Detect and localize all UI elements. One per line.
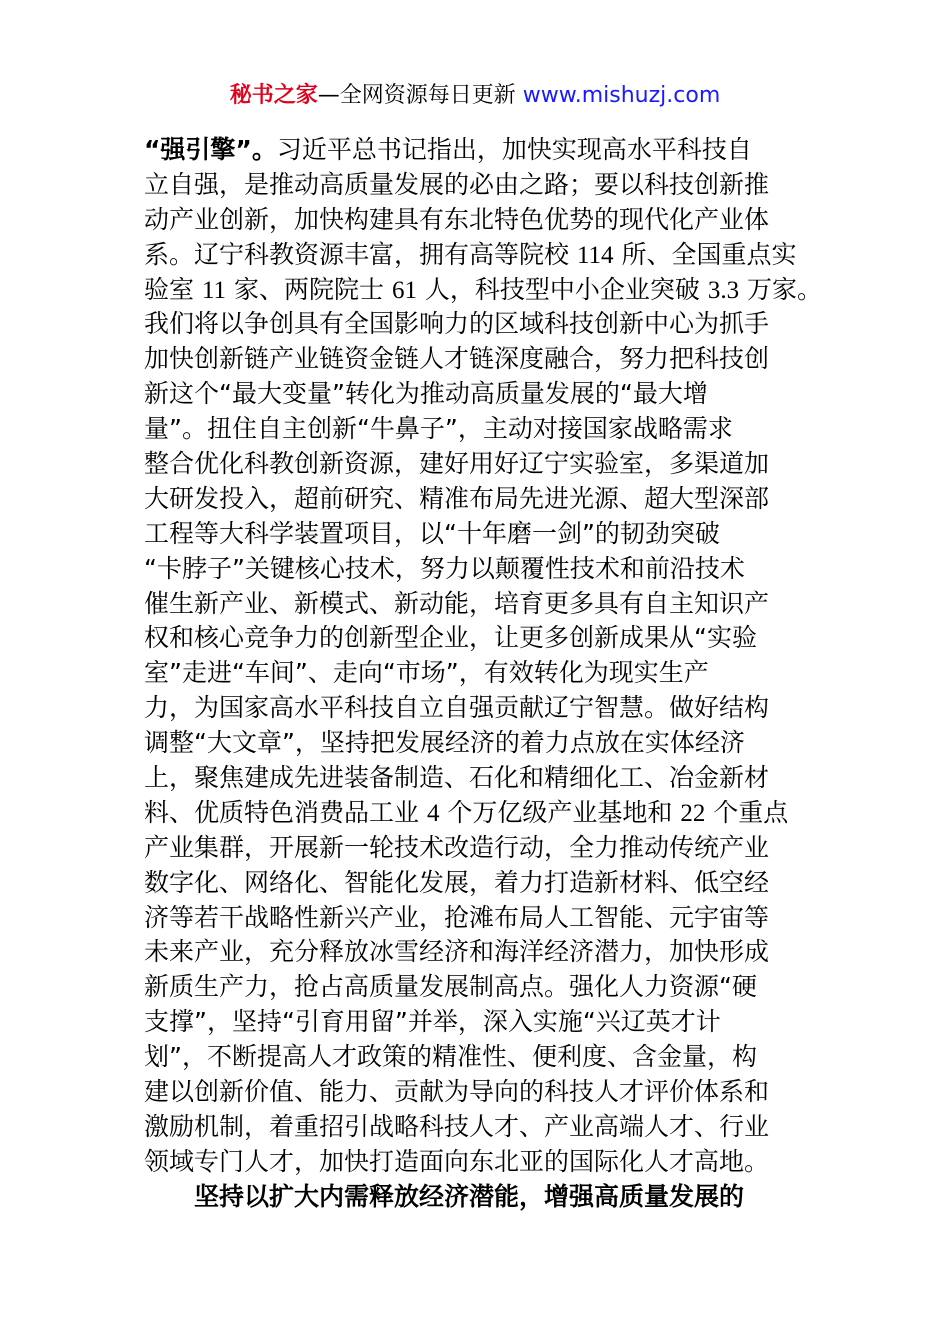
text-line: 验室 11 家、两院院士 61 人，科技型中小企业突破 3.3 万家。 bbox=[144, 274, 823, 304]
document-body bbox=[144, 133, 823, 1215]
text-line: 量”。扭住自主创新“牛鼻子”，主动对接国家战略需求 bbox=[144, 414, 733, 444]
text-line: 力，为国家高水平科技自立自强贡献辽宁智慧。做好结构 bbox=[144, 693, 770, 723]
site-tagline: —全网资源每日更新 bbox=[317, 83, 516, 108]
text-line: 室”走进“车间”、走向“市场”，有效转化为现实生产 bbox=[144, 658, 709, 688]
text-line: 权和核心竞争力的创新型企业，让更多创新成果从“实验 bbox=[144, 623, 757, 653]
number-text: 11 bbox=[201, 276, 227, 304]
text-line: 工程等大科学装置项目，以“十年磨一剑”的韧劲突破 bbox=[144, 518, 720, 548]
text-line: 新这个“最大变量”转化为推动高质量发展的“最大增 bbox=[144, 379, 708, 409]
number-text: 22 bbox=[680, 799, 706, 827]
text-line: 大研发投入，超前研究、精准布局先进光源、超大型深部 bbox=[144, 483, 770, 513]
site-name: 秘书之家 bbox=[229, 83, 318, 108]
text-line: 新质生产力，抢占高质量发展制高点。强化人力资源“硬 bbox=[144, 972, 757, 1002]
text-line: 济等若干战略性新兴产业，抢滩布局人工智能、元宇宙等 bbox=[144, 902, 770, 932]
text-line: 数字化、网络化、智能化发展，着力打造新材料、低空经 bbox=[144, 867, 770, 897]
number-text: 3.3 bbox=[707, 276, 740, 304]
text-line: 我们将以争创具有全国影响力的区域科技创新中心为抓手 bbox=[144, 309, 770, 339]
text-line: 激励机制，着重招引战略科技人才、产业高端人才、行业 bbox=[144, 1111, 770, 1141]
page-header bbox=[0, 80, 950, 112]
text-line: 料、优质特色消费品工业 4 个万亿级产业基地和 22 个重点 bbox=[144, 797, 789, 827]
number-text: 61 bbox=[391, 276, 417, 304]
text-line: 产业集群，开展新一轮技术改造行动，全力推动传统产业 bbox=[144, 832, 770, 862]
text-line: 领域专门人才，加快打造面向东北亚的国际化人才高地。 bbox=[144, 1146, 770, 1176]
text-line: 划”，不断提高人才政策的精准性、便利度、含金量，构 bbox=[144, 1042, 757, 1072]
text-line: 未来产业，充分释放冰雪经济和海洋经济潜力，加快形成 bbox=[144, 937, 770, 967]
text-line: 调整“大文章”，坚持把发展经济的着力点放在实体经济 bbox=[144, 728, 745, 758]
text-line: 建以创新价值、能力、贡献为导向的科技人才评价体系和 bbox=[144, 1077, 770, 1107]
text-line: 催生新产业、新模式、新动能，培育更多具有自主知识产 bbox=[144, 588, 770, 618]
text-line bbox=[144, 133, 814, 168]
text-line: 整合优化科教创新资源，建好用好辽宁实验室，多渠道加 bbox=[144, 449, 770, 479]
text-line: 加快创新链产业链资金链人才链深度融合，努力把科技创 bbox=[144, 344, 770, 374]
text-line: “卡脖子”关键核心技术，努力以颠覆性技术和前沿技术 bbox=[144, 553, 745, 583]
text-line: 立自强，是推动高质量发展的必由之路；要以科技创新推 bbox=[144, 169, 770, 199]
site-url-link[interactable]: www.mishuzj.com bbox=[522, 83, 721, 108]
text-line: 动产业创新，加快构建具有东北特色优势的现代化产业体 bbox=[144, 204, 770, 234]
number-text: 4 bbox=[426, 799, 440, 827]
section-heading: “强引擎”。 bbox=[144, 135, 277, 164]
text-line: 支撑”，坚持“引育用留”并举，深入实施“兴辽英才计 bbox=[144, 1007, 721, 1037]
text-line: 系。辽宁科教资源丰富，拥有高等院校 114 所、全国重点实 bbox=[144, 239, 797, 269]
text-segment: 习近平总书记指出，加快实现高水平科技自 bbox=[276, 135, 752, 164]
paragraph-heading: 坚持以扩大内需释放经济潜能，增强高质量发展的 bbox=[194, 1181, 745, 1211]
text-line: 上，聚焦建成先进装备制造、石化和精细化工、冶金新材 bbox=[144, 763, 770, 793]
number-text: 114 bbox=[576, 241, 614, 269]
